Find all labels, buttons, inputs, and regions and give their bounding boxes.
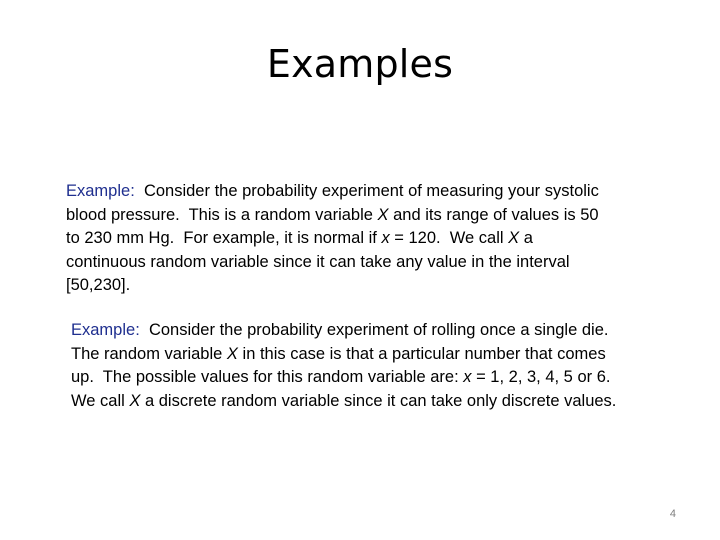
example-2-line-4: We call X a discrete random variable since it can take only discrete values. [71,391,617,410]
example-1-line-5: [50,230]. [66,276,131,294]
variable-X: X [377,205,389,224]
variable-x: x [381,229,390,247]
variable-X: X [508,229,520,247]
variable-X: X [129,391,141,410]
slide-title: Examples [266,42,454,86]
example-2-label: Example: [71,321,140,339]
variable-X: X [226,344,238,363]
example-1-line-1: Example: Consider the probability experiment of measuring your systolic [66,182,599,200]
example-1-label: Example: [66,182,135,200]
example-1-line-3: to 230 mm Hg. For example, it is normal if x = 120. We call X a [66,229,533,247]
example-2-paragraph [71,319,671,413]
example-1-line-4: continuous random variable since it can take any value in the interval [66,252,570,271]
example-2-line-3: up. The possible values for this random variable are: x = 1, 2, 3, 4, 5 or 6. [71,368,611,386]
example-2-line-1: Example: Consider the probability experiment of rolling once a single die. [71,321,609,339]
example-1-line-2: blood pressure. This is a random variable X and its range of values is 50 [66,205,599,224]
example-1-paragraph [66,180,666,298]
variable-x: x [463,368,472,386]
example-2-line-2: The random variable X in this case is that a particular number that comes [71,344,606,363]
page-number: 4 [669,508,676,520]
